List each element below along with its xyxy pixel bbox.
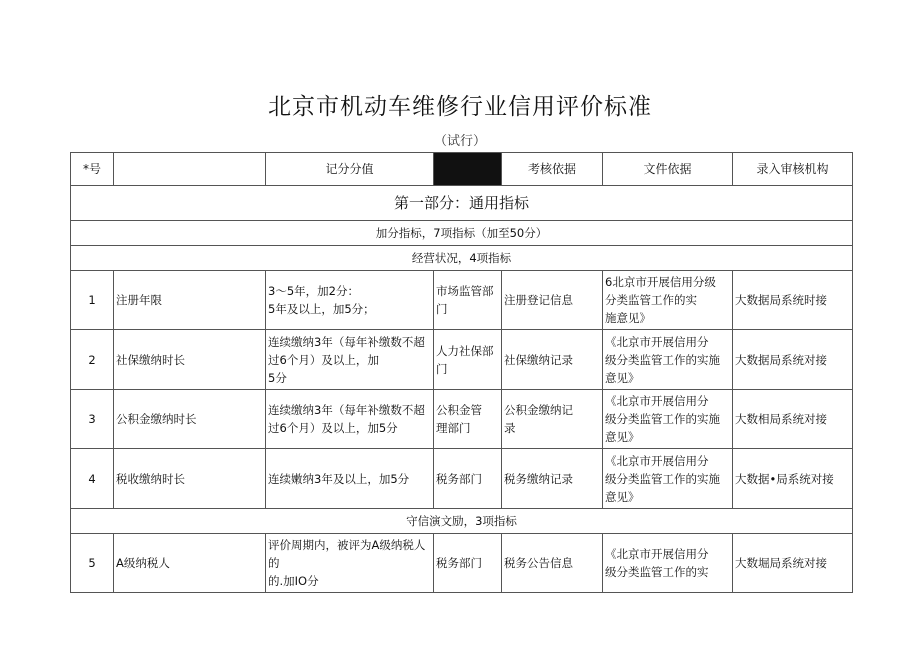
table-row <box>71 330 853 390</box>
document-subtitle: （试行） <box>433 134 486 149</box>
row-org: 大数据•局系统对接 <box>733 449 853 509</box>
row-org: 大数相局系统对接 <box>733 390 853 449</box>
row-name: A级纳税人 <box>114 534 266 593</box>
row-dept: 税务部门 <box>434 534 502 593</box>
header-basis: 考核依据 <box>502 153 603 186</box>
row-no: 3 <box>71 390 114 449</box>
bonus-heading: 加分指标，7项指标（加至50分） <box>71 221 853 246</box>
row-dept: 税务部门 <box>434 449 502 509</box>
row-name: 社保缴纳时长 <box>114 330 266 390</box>
header-doc: 文件依据 <box>603 153 733 186</box>
row-doc: 《北京市开展信用分 级分类监管工作的实施 意见》 <box>603 330 733 390</box>
section-part1: 第一部分：通用指标 <box>71 186 853 221</box>
table-row <box>71 271 853 330</box>
group1-row <box>71 246 853 271</box>
row-points: 3～5年，加2分： 5年及以上，加5分； <box>266 271 434 330</box>
row-no: 4 <box>71 449 114 509</box>
section-part1-row <box>71 186 853 221</box>
row-points: 评价周期内，被评为A级纳税人的 的.加IO分 <box>266 534 434 593</box>
header-no: *号 <box>71 153 114 186</box>
row-name: 注册年限 <box>114 271 266 330</box>
header-points: 记分分值 <box>266 153 434 186</box>
header-org: 录入审核机构 <box>733 153 853 186</box>
row-points: 连续嫩纳3年及以上，加5分 <box>266 449 434 509</box>
row-no: 5 <box>71 534 114 593</box>
table-row <box>71 534 853 593</box>
row-doc: 《北京市开展信用分 级分类监管工作的实施 意见》 <box>603 449 733 509</box>
row-dept: 市场监管部 门 <box>434 271 502 330</box>
row-basis: 注册登记信息 <box>502 271 603 330</box>
row-dept: 人力社保部 门 <box>434 330 502 390</box>
group2-heading: 守信演文励，3项指标 <box>71 509 853 534</box>
row-dept: 公积金管 理部门 <box>434 390 502 449</box>
credit-standard-table <box>70 152 853 593</box>
row-points: 连续缴纳3年（每年补缴数不超 过6个月）及以上，加5分 <box>266 390 434 449</box>
redacted-block <box>434 153 502 186</box>
row-basis: 社保缴纳记录 <box>502 330 603 390</box>
row-doc: 6北京市开展信用分级 分类监管工作的实 施意见》 <box>603 271 733 330</box>
header-empty <box>114 153 266 186</box>
group2-row <box>71 509 853 534</box>
row-basis: 税务公告信息 <box>502 534 603 593</box>
table-row <box>71 390 853 449</box>
row-org: 大数据局系统时接 <box>733 271 853 330</box>
row-name: 税收缴纳时长 <box>114 449 266 509</box>
group1-heading: 经营状况，4项指标 <box>71 246 853 271</box>
row-name: 公积金缴纳时长 <box>114 390 266 449</box>
row-doc: 《北京市开展信用分 级分类监管工作的实施 意见》 <box>603 390 733 449</box>
row-points: 连续缴纳3年（每年补缴数不超 过6个月）及以上，加 5分 <box>266 330 434 390</box>
row-org: 大数据局系统对接 <box>733 330 853 390</box>
row-no: 1 <box>71 271 114 330</box>
row-basis: 税务缴纳记录 <box>502 449 603 509</box>
row-doc: 《北京市开展信用分 级分类监管工作的实 <box>603 534 733 593</box>
table-row <box>71 449 853 509</box>
row-org: 大数堀局系统对接 <box>733 534 853 593</box>
row-basis: 公积金缴纳记 录 <box>502 390 603 449</box>
bonus-row <box>71 221 853 246</box>
table-header-row <box>71 153 853 186</box>
row-no: 2 <box>71 330 114 390</box>
document-title: 北京市机动车维修行业信用评价标准 <box>268 94 652 120</box>
